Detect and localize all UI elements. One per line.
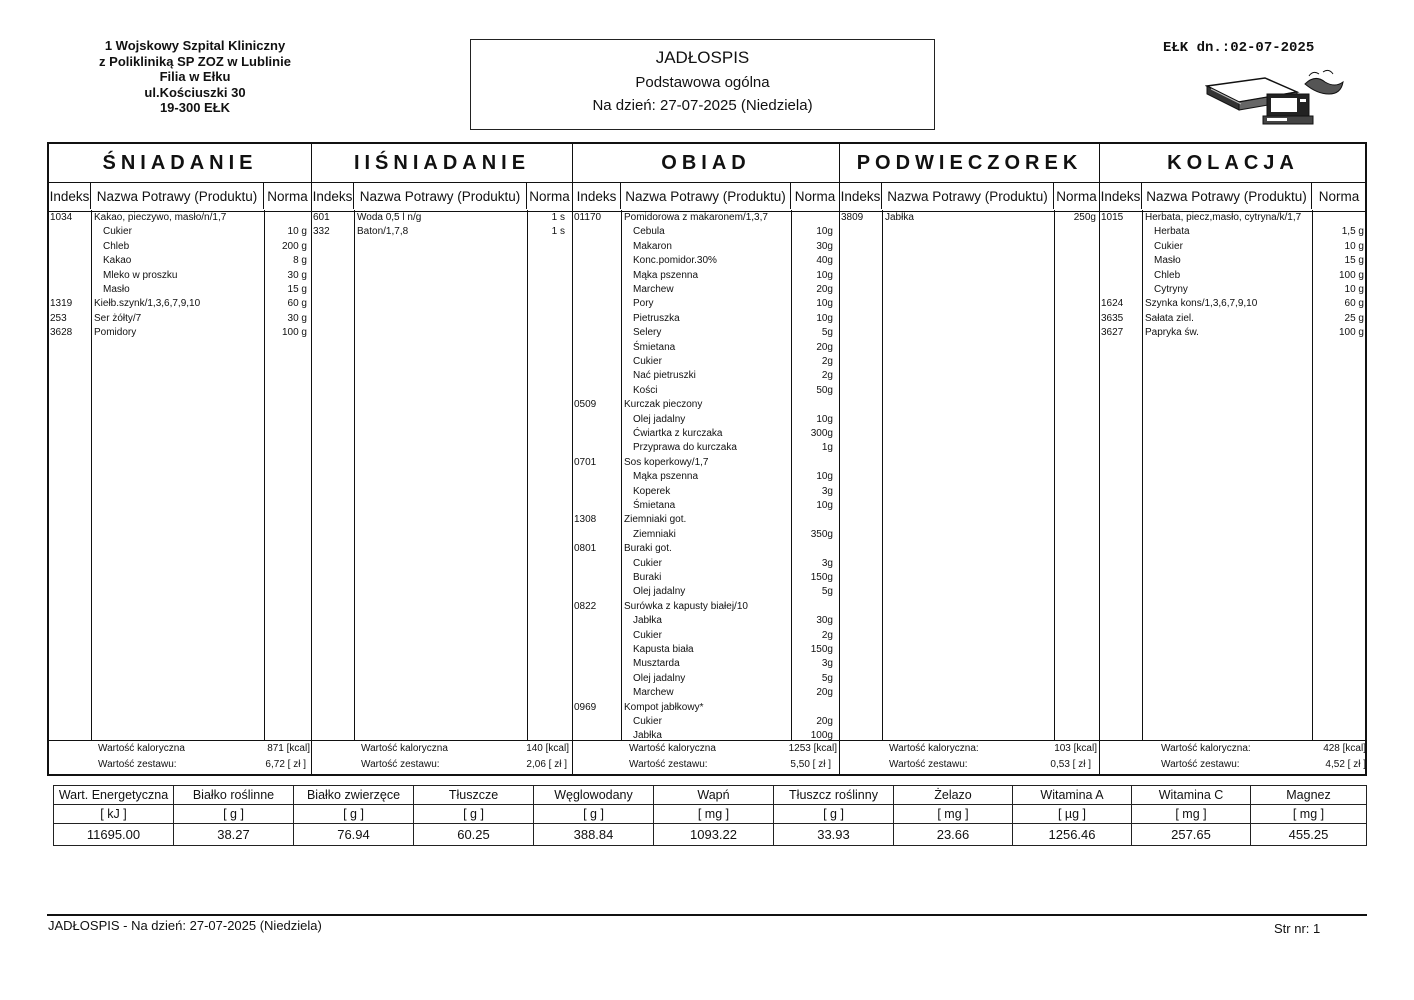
ingredient-name: Musztarda bbox=[633, 658, 680, 670]
menu-item-row bbox=[49, 326, 312, 340]
item-quantity: 10 g bbox=[287, 226, 307, 238]
ingredient-name: Mleko w proszku bbox=[103, 269, 178, 281]
menu-item-row bbox=[1100, 297, 1366, 311]
cost-label: Wartość zestawu: bbox=[629, 759, 708, 770]
item-index: 3635 bbox=[1101, 312, 1124, 324]
nutrition-header: Wart. Energetyczna bbox=[54, 786, 174, 805]
item-index: 3628 bbox=[50, 327, 73, 339]
item-quantity: 25 g bbox=[1344, 312, 1364, 324]
menu-item-row bbox=[573, 470, 840, 484]
menu-item-row bbox=[573, 585, 840, 599]
menu-item-row bbox=[573, 614, 840, 628]
kcal-value: 103 [kcal] bbox=[1054, 743, 1097, 754]
ingredient-name: Masło bbox=[1154, 255, 1181, 267]
menu-item-row bbox=[573, 701, 840, 715]
ingredient-name: Marchew bbox=[633, 284, 674, 295]
item-quantity: 30g bbox=[816, 240, 833, 252]
menu-item-row bbox=[573, 513, 840, 527]
meal-title-drugie-sniadanie: IIŚNIADANIE bbox=[312, 144, 573, 182]
ingredient-name: Olej jadalny bbox=[633, 672, 686, 684]
item-quantity: 5g bbox=[821, 672, 833, 684]
item-index: 1015 bbox=[1101, 212, 1124, 223]
item-quantity: 3g bbox=[821, 658, 833, 670]
col-header-index: Indeks bbox=[840, 183, 882, 209]
nutrition-value: 455.25 bbox=[1251, 824, 1367, 846]
ingredient-name: Cukier bbox=[633, 557, 662, 569]
nutrition-header: Tłuszcz roślinny bbox=[774, 786, 894, 805]
col-header-norm: Norma bbox=[264, 183, 312, 209]
ingredient-name: Mąka pszenna bbox=[633, 269, 699, 281]
dish-name: Herbata, piecz,masło, cytryna/k/1,7 bbox=[1145, 212, 1302, 223]
menu-item-row bbox=[573, 600, 840, 614]
menu-item-row bbox=[840, 211, 1100, 225]
item-quantity: 150g bbox=[810, 572, 833, 583]
item-quantity: 3g bbox=[821, 485, 833, 497]
item-quantity: 1g bbox=[821, 442, 833, 454]
hospital-line: Filia w Ełku bbox=[159, 69, 231, 84]
item-index: 3809 bbox=[841, 212, 864, 223]
hospital-address bbox=[80, 38, 310, 116]
menu-item-row bbox=[1100, 326, 1366, 340]
menu-item-row bbox=[573, 657, 840, 671]
item-quantity: 50g bbox=[816, 384, 833, 396]
menu-item-row bbox=[1100, 283, 1366, 297]
ingredient-name: Jabłka bbox=[633, 730, 662, 742]
menu-item-row bbox=[573, 557, 840, 571]
kcal-value: 1253 [kcal] bbox=[788, 743, 837, 754]
item-quantity: 10 g bbox=[1344, 284, 1364, 295]
item-quantity: 8 g bbox=[293, 255, 307, 267]
cost-value: 0,53 [ zł ] bbox=[1050, 759, 1091, 770]
meal-title-kolacja: KOLACJA bbox=[1167, 151, 1299, 174]
column-header-row bbox=[49, 182, 1365, 212]
menu-item-row bbox=[1100, 312, 1366, 326]
ingredient-name: Mąka pszenna bbox=[633, 471, 699, 483]
cost-value: 4,52 [ zł ] bbox=[1325, 759, 1366, 770]
menu-item-row bbox=[573, 384, 840, 398]
ingredient-name: Śmietana bbox=[633, 341, 676, 353]
ingredient-name: Marchew bbox=[633, 687, 674, 699]
nutrition-unit: [ mg ] bbox=[1132, 805, 1251, 824]
nutrition-header: Witamina C bbox=[1132, 786, 1251, 805]
item-quantity: 20g bbox=[816, 716, 833, 727]
ingredient-name: Śmietana bbox=[633, 500, 676, 511]
item-quantity: 10g bbox=[816, 269, 833, 281]
cost-label: Wartość zestawu: bbox=[98, 759, 177, 770]
hospital-line: 1 Wojskowy Szpital Kliniczny bbox=[104, 38, 286, 53]
nutrition-value: 33.93 bbox=[774, 824, 894, 846]
hospital-line: z Polikliniką SP ZOZ w Lublinie bbox=[99, 53, 291, 69]
ingredient-name: Cukier bbox=[633, 356, 662, 367]
menu-item-row bbox=[573, 269, 840, 283]
item-quantity: 20g bbox=[816, 341, 833, 353]
item-quantity: 300g bbox=[810, 428, 833, 439]
nutrition-header-row bbox=[54, 786, 1367, 805]
nutrition-unit: [ µg ] bbox=[1013, 805, 1132, 824]
menu-item-row bbox=[573, 225, 840, 239]
ingredient-name: Kości bbox=[633, 384, 658, 396]
hospital-line: 19-300 EŁK bbox=[159, 100, 231, 115]
col-header-name: Nazwa Potrawy (Produktu) bbox=[882, 183, 1054, 209]
cost-label: Wartość zestawu: bbox=[889, 759, 968, 770]
ingredient-name: Cebula bbox=[633, 226, 665, 238]
nutrition-value: 1256.46 bbox=[1013, 824, 1132, 846]
nutrition-header: Węglowodany bbox=[534, 786, 654, 805]
nutrition-value-row bbox=[54, 824, 1367, 846]
nutrition-value: 38.27 bbox=[174, 824, 294, 846]
menu-item-row bbox=[312, 211, 573, 225]
menu-item-row bbox=[1100, 225, 1366, 239]
item-quantity: 200 g bbox=[281, 240, 307, 252]
item-index: 1308 bbox=[574, 514, 597, 526]
nutrition-header: Magnez bbox=[1251, 786, 1367, 805]
ingredient-name: Koperek bbox=[633, 485, 671, 497]
menu-item-row bbox=[312, 225, 573, 239]
item-index: 0822 bbox=[574, 600, 597, 612]
item-index: 0969 bbox=[574, 701, 597, 713]
footer-divider bbox=[47, 914, 1367, 916]
ingredient-name: Ziemniaki bbox=[633, 528, 676, 540]
col-header-name: Nazwa Potrawy (Produktu) bbox=[1142, 183, 1312, 209]
item-quantity: 20g bbox=[816, 687, 833, 699]
dish-name: Sałata ziel. bbox=[1145, 312, 1194, 324]
item-index: 0509 bbox=[574, 399, 597, 411]
ingredient-name: Cukier bbox=[633, 716, 662, 727]
item-index: 0701 bbox=[574, 456, 597, 468]
menu-date: Na dzień: 27-07-2025 (Niedziela) bbox=[592, 97, 813, 114]
dish-name: Ser żółty/7 bbox=[94, 312, 142, 324]
item-quantity: 2g bbox=[821, 356, 833, 367]
col-header-norm: Norma bbox=[791, 183, 840, 209]
nutrition-value: 388.84 bbox=[534, 824, 654, 846]
ingredient-name: Selery bbox=[633, 327, 662, 339]
col-header-index: Indeks bbox=[49, 183, 91, 209]
menu-item-row bbox=[1100, 269, 1366, 283]
col-header-norm: Norma bbox=[1318, 188, 1360, 204]
item-quantity: 250g bbox=[1073, 212, 1096, 223]
diet-name: Podstawowa ogólna bbox=[635, 74, 770, 91]
menu-item-row bbox=[573, 672, 840, 686]
kcal-label: Wartość kaloryczna bbox=[98, 743, 185, 754]
menu-item-row bbox=[573, 499, 840, 513]
item-index: 332 bbox=[313, 226, 330, 238]
menu-item-row bbox=[573, 398, 840, 412]
item-quantity: 5g bbox=[821, 327, 833, 339]
meal-title-podwieczorek: PODWIECZOREK bbox=[840, 144, 1100, 182]
item-quantity: 350g bbox=[810, 528, 833, 540]
nutrition-unit: [ kJ ] bbox=[54, 805, 174, 824]
menu-item-row bbox=[573, 629, 840, 643]
menu-item-row bbox=[49, 225, 312, 239]
nutrition-unit: [ mg ] bbox=[654, 805, 774, 824]
hospital-line: ul.Kościuszki 30 bbox=[144, 84, 246, 100]
menu-item-row bbox=[49, 312, 312, 326]
footer-title: JADŁOSPIS - Na dzień: 27-07-2025 (Niedziela) bbox=[48, 918, 322, 933]
dish-name: Sos koperkowy/1,7 bbox=[624, 456, 709, 468]
item-index: 601 bbox=[313, 212, 330, 223]
menu-item-row bbox=[1100, 254, 1366, 268]
item-quantity: 15 g bbox=[1344, 255, 1364, 267]
item-quantity: 10g bbox=[816, 226, 833, 238]
item-quantity: 10g bbox=[816, 413, 833, 425]
ingredient-name: Konc.pomidor.30% bbox=[633, 255, 717, 267]
item-quantity: 100 g bbox=[281, 327, 307, 339]
nutrition-table bbox=[53, 785, 1367, 846]
dish-name: Baton/1,7,8 bbox=[357, 226, 409, 238]
dish-name: Surówka z kapusty białej/10 bbox=[624, 600, 748, 612]
item-quantity: 100 g bbox=[1338, 269, 1364, 281]
page-number: Str nr: 1 bbox=[1274, 921, 1321, 936]
menu-item-row bbox=[49, 211, 312, 225]
document-reference: EŁK dn.:02-07-2025 bbox=[1163, 40, 1315, 56]
menu-item-row bbox=[573, 297, 840, 311]
menu-item-row bbox=[573, 456, 840, 470]
meal-title-sniadanie: ŚNIADANIE bbox=[49, 144, 312, 182]
item-quantity: 10g bbox=[816, 312, 833, 324]
cost-label: Wartość zestawu: bbox=[1161, 759, 1240, 770]
col-header-norm: Norma bbox=[527, 183, 573, 209]
item-index: 253 bbox=[50, 312, 67, 324]
cost-value: 6,72 [ zł ] bbox=[265, 759, 306, 770]
nutrition-header: Wapń bbox=[654, 786, 774, 805]
ingredient-name: Kapusta biała bbox=[633, 644, 694, 655]
ingredient-name: Cukier bbox=[633, 629, 662, 641]
meal-summary-row bbox=[49, 740, 1365, 741]
menu-item-row bbox=[49, 297, 312, 311]
menu-item-row bbox=[573, 369, 840, 383]
ingredient-name: Jabłka bbox=[633, 615, 662, 627]
nutrition-value: 23.66 bbox=[894, 824, 1013, 846]
item-quantity: 2g bbox=[821, 370, 833, 382]
menu-item-row bbox=[573, 341, 840, 355]
menu-item-row bbox=[573, 254, 840, 268]
nutrition-unit: [ g ] bbox=[774, 805, 894, 824]
dish-name: Woda 0,5 l n/g bbox=[357, 212, 422, 223]
ingredient-name: Cukier bbox=[1154, 240, 1183, 252]
nutrition-header: Białko roślinne bbox=[174, 786, 294, 805]
nutrition-unit: [ g ] bbox=[534, 805, 654, 824]
menu-item-row bbox=[49, 269, 312, 283]
menu-item-row bbox=[573, 355, 840, 369]
nutrition-unit: [ g ] bbox=[414, 805, 534, 824]
cost-value: 5,50 [ zł ] bbox=[790, 759, 831, 770]
menu-table bbox=[47, 142, 1367, 776]
nutrition-header: Białko zwierzęce bbox=[294, 786, 414, 805]
dish-name: Buraki got. bbox=[624, 543, 672, 555]
col-header-name: Nazwa Potrawy (Produktu) bbox=[91, 183, 264, 209]
item-quantity: 3g bbox=[821, 557, 833, 569]
item-quantity: 30g bbox=[816, 615, 833, 627]
item-quantity: 10g bbox=[816, 500, 833, 511]
nutrition-value: 257.65 bbox=[1132, 824, 1251, 846]
kcal-value: 140 [kcal] bbox=[526, 743, 569, 754]
kcal-label: Wartość kaloryczna bbox=[629, 743, 716, 754]
ingredient-name: Masło bbox=[103, 284, 130, 295]
kcal-value: 871 [kcal] bbox=[267, 743, 310, 754]
col-header-norm: Norma bbox=[1054, 183, 1100, 209]
nutrition-unit-row bbox=[54, 805, 1367, 824]
menu-item-row bbox=[573, 211, 840, 225]
ingredient-name: Buraki bbox=[633, 572, 662, 583]
item-quantity: 1,5 g bbox=[1341, 226, 1364, 238]
item-quantity: 1 s bbox=[551, 212, 565, 223]
menu-item-row bbox=[573, 326, 840, 340]
item-index: 01170 bbox=[574, 212, 602, 223]
nutrition-unit: [ g ] bbox=[294, 805, 414, 824]
item-quantity: 20g bbox=[816, 284, 833, 295]
menu-item-row bbox=[49, 254, 312, 268]
menu-item-row bbox=[573, 715, 840, 729]
ingredient-name: Kakao bbox=[103, 255, 132, 267]
item-index: 0801 bbox=[574, 543, 597, 555]
item-quantity: 15 g bbox=[287, 284, 307, 295]
ingredient-name: Makaron bbox=[633, 240, 672, 252]
menu-item-row bbox=[49, 240, 312, 254]
col-header-name: Nazwa Potrawy (Produktu) bbox=[354, 183, 527, 209]
item-quantity: 10g bbox=[816, 471, 833, 483]
menu-item-row bbox=[573, 427, 840, 441]
menu-item-row bbox=[573, 528, 840, 542]
dish-name: Szynka kons/1,3,6,7,9,10 bbox=[1145, 298, 1258, 310]
item-quantity: 2g bbox=[821, 629, 833, 641]
ingredient-name: Olej jadalny bbox=[633, 586, 686, 598]
col-header-index: Indeks bbox=[573, 183, 621, 209]
nutrition-unit: [ mg ] bbox=[1251, 805, 1367, 824]
item-quantity: 30 g bbox=[287, 312, 307, 324]
ingredient-name: Przyprawa do kurczaka bbox=[633, 442, 737, 454]
menu-item-row bbox=[573, 312, 840, 326]
menu-item-row bbox=[573, 643, 840, 657]
nutrition-header: Żelazo bbox=[894, 786, 1013, 805]
nutrition-header: Witamina A bbox=[1013, 786, 1132, 805]
dish-name: Pomidorowa z makaronem/1,3,7 bbox=[624, 212, 768, 223]
ingredient-name: Chleb bbox=[1154, 269, 1181, 281]
col-header-index: Indeks bbox=[312, 183, 354, 209]
cost-label: Wartość zestawu: bbox=[361, 759, 440, 770]
col-header-index: Indeks bbox=[1100, 183, 1142, 209]
meal-title-obiad: OBIAD bbox=[573, 144, 840, 182]
item-quantity: 100 g bbox=[1338, 327, 1364, 339]
ingredient-name: Cytryny bbox=[1154, 284, 1188, 295]
nutrition-value: 11695.00 bbox=[54, 824, 174, 846]
nutrition-value: 60.25 bbox=[414, 824, 534, 846]
nutrition-unit: [ g ] bbox=[174, 805, 294, 824]
item-quantity: 30 g bbox=[287, 269, 307, 281]
page-title: JADŁOSPIS bbox=[655, 48, 750, 67]
cost-value: 2,06 [ zł ] bbox=[526, 759, 567, 770]
ingredient-name: Pietruszka bbox=[633, 312, 680, 324]
dish-name: Kurczak pieczony bbox=[624, 399, 703, 411]
item-index: 1624 bbox=[1101, 298, 1124, 310]
ingredient-name: Nać pietruszki bbox=[633, 370, 696, 382]
menu-item-row bbox=[49, 283, 312, 297]
book-computer-clipart-icon bbox=[1205, 64, 1345, 131]
dish-name: Papryka św. bbox=[1145, 327, 1199, 339]
item-quantity: 150g bbox=[810, 644, 833, 655]
kcal-label: Wartość kaloryczna: bbox=[1161, 743, 1251, 754]
nutrition-value: 76.94 bbox=[294, 824, 414, 846]
col-header-name: Nazwa Potrawy (Produktu) bbox=[621, 183, 791, 209]
item-quantity: 10 g bbox=[1344, 240, 1364, 252]
kcal-label: Wartość kaloryczna: bbox=[889, 743, 979, 754]
item-quantity: 40g bbox=[816, 255, 833, 267]
ingredient-name: Cukier bbox=[103, 226, 132, 238]
dish-name: Kompot jabłkowy* bbox=[624, 701, 704, 713]
item-quantity: 1 s bbox=[551, 226, 565, 238]
title-box bbox=[470, 39, 935, 130]
dish-name: Kakao, pieczywo, masło/n/1,7 bbox=[94, 212, 227, 223]
item-quantity: 10g bbox=[816, 298, 833, 310]
menu-item-row bbox=[573, 413, 840, 427]
item-quantity: 5g bbox=[821, 586, 833, 598]
ingredient-name: Olej jadalny bbox=[633, 413, 686, 425]
kcal-value: 428 [kcal] bbox=[1323, 743, 1366, 754]
menu-item-row bbox=[573, 240, 840, 254]
menu-item-row bbox=[573, 542, 840, 556]
nutrition-unit: [ mg ] bbox=[894, 805, 1013, 824]
ingredient-name: Herbata bbox=[1154, 226, 1190, 238]
dish-name: Ziemniaki got. bbox=[624, 514, 687, 526]
menu-item-row bbox=[1100, 211, 1366, 225]
menu-item-row bbox=[573, 729, 840, 743]
menu-item-row bbox=[573, 485, 840, 499]
menu-item-row bbox=[573, 283, 840, 297]
ingredient-name: Ćwiartka z kurczaka bbox=[633, 428, 723, 439]
nutrition-header: Tłuszcze bbox=[414, 786, 534, 805]
kcal-label: Wartość kaloryczna bbox=[361, 743, 448, 754]
dish-name: Jabłka bbox=[885, 212, 914, 223]
menu-item-row bbox=[1100, 240, 1366, 254]
item-index: 1034 bbox=[50, 212, 73, 223]
item-quantity: 60 g bbox=[1344, 298, 1364, 310]
nutrition-value: 1093.22 bbox=[654, 824, 774, 846]
ingredient-name: Chleb bbox=[103, 240, 130, 252]
ingredient-name: Pory bbox=[633, 298, 654, 310]
item-index: 3627 bbox=[1101, 327, 1124, 339]
menu-item-row bbox=[573, 441, 840, 455]
menu-item-row bbox=[573, 571, 840, 585]
item-index: 1319 bbox=[50, 298, 73, 310]
menu-item-row bbox=[573, 686, 840, 700]
item-quantity: 100g bbox=[810, 730, 833, 742]
dish-name: Pomidory bbox=[94, 327, 137, 339]
dish-name: Kiełb.szynk/1,3,6,7,9,10 bbox=[94, 298, 201, 310]
item-quantity: 60 g bbox=[287, 298, 307, 310]
